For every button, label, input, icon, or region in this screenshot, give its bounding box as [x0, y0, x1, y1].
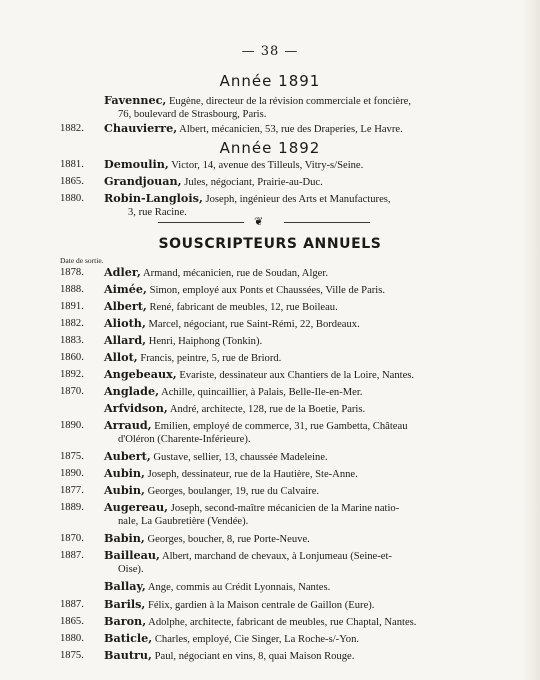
list-item: 1882. Chauvierre, Albert, mécanicien, 53, rue des Draperies, Le Havre. [60, 121, 403, 135]
section-title: SOUSCRIPTEURS ANNUELS [158, 236, 382, 252]
list-item: 1889. Augereau, Joseph, second-maître mécanicien de la Marine natio- nale, La Gaubretière (Vendée). [60, 500, 400, 527]
ornamental-divider [158, 215, 370, 228]
list-item: 1890. Aubin, Joseph, dessinateur, rue de la Hautière, Ste-Anne. [60, 466, 358, 480]
list-item: 1881. Demoulin, Victor, 14, avenue des Tilleuls, Vitry-s/Seine. [60, 157, 364, 171]
list-item: 1891. Albert, René, fabricant de meubles, 12, rue Boileau. [60, 299, 338, 313]
list-item: 1870. Babin, Georges, boucher, 8, rue Porte-Neuve. [60, 531, 310, 545]
page-number: — 38 — [241, 44, 299, 59]
list-item: 1877. Aubin, Georges, boulanger, 19, rue du Calvaire. [60, 483, 320, 497]
list-item: Arfvidson, André, architecte, 128, rue de la Boetie, Paris. [104, 401, 366, 415]
list-item: 1878. Adler, Armand, mécanicien, rue de Soudan, Alger. [60, 265, 328, 279]
list-item: 1875. Aubert, Gustave, sellier, 13, chaussée Madeleine. [60, 449, 328, 463]
list-item: 1865. Grandjouan, Jules, négociant, Prairie-au-Duc. [60, 174, 323, 188]
list-item: 1887. Bailleau, Albert, marchand de chevaux, à Lonjumeau (Seine-et- Oise). [60, 548, 392, 575]
list-item: 1888. Aimée, Simon, employé aux Ponts et Chaussées, Ville de Paris. [60, 282, 386, 296]
list-item: 1870. Anglade, Achille, quincaillier, à Palais, Belle-Ile-en-Mer. [60, 384, 363, 398]
list-item: 1883. Allard, Henri, Haiphong (Tonkin). [60, 333, 263, 347]
ornament-icon: ❦ [254, 215, 264, 228]
year-heading-1892: Année 1892 [219, 139, 321, 157]
list-item: 1880. Baticle, Charles, employé, Cie Singer, La Roche-s/-Yon. [60, 631, 360, 645]
list-item: 1860. Allot, Francis, peintre, 5, rue de Briord. [60, 350, 282, 364]
list-item: 1880. Robin-Langlois, Joseph, ingénieur des Arts et Manufactures, 3, rue Racine. [60, 191, 391, 218]
list-item: 1875. Bautru, Paul, négociant en vins, 8, quai Maison Rouge. [60, 648, 355, 662]
list-item: 1887. Barils, Félix, gardien à la Maison centrale de Gaillon (Eure). [60, 597, 375, 611]
list-item: Ballay, Ange, commis au Crédit Lyonnais, Nantes. [104, 579, 331, 593]
list-item: 1882. Alioth, Marcel, négociant, rue Saint-Rémi, 22, Bordeaux. [60, 316, 360, 330]
column-label: Date de sortie. [60, 256, 104, 265]
list-item: 1892. Angebeaux, Evariste, dessinateur aux Chantiers de la Loire, Nantes. [60, 367, 415, 381]
list-item: 1865. Baron, Adolphe, architecte, fabricant de meubles, rue Chaptal, Nantes. [60, 614, 417, 628]
page-edge-shadow [522, 0, 540, 680]
list-item: 1890. Arraud, Emilien, employé de commerce, 31, rue Gambetta, Château d'Oléron (Charente-Inférieure). [60, 418, 408, 445]
divider-line [284, 222, 370, 223]
year-heading-1891: Année 1891 [219, 72, 321, 90]
list-item: Favennec, Eugène, directeur de la révision commerciale et foncière, 76, boulevard de Strasbourg, Paris. [104, 93, 412, 120]
divider-line [158, 222, 244, 223]
